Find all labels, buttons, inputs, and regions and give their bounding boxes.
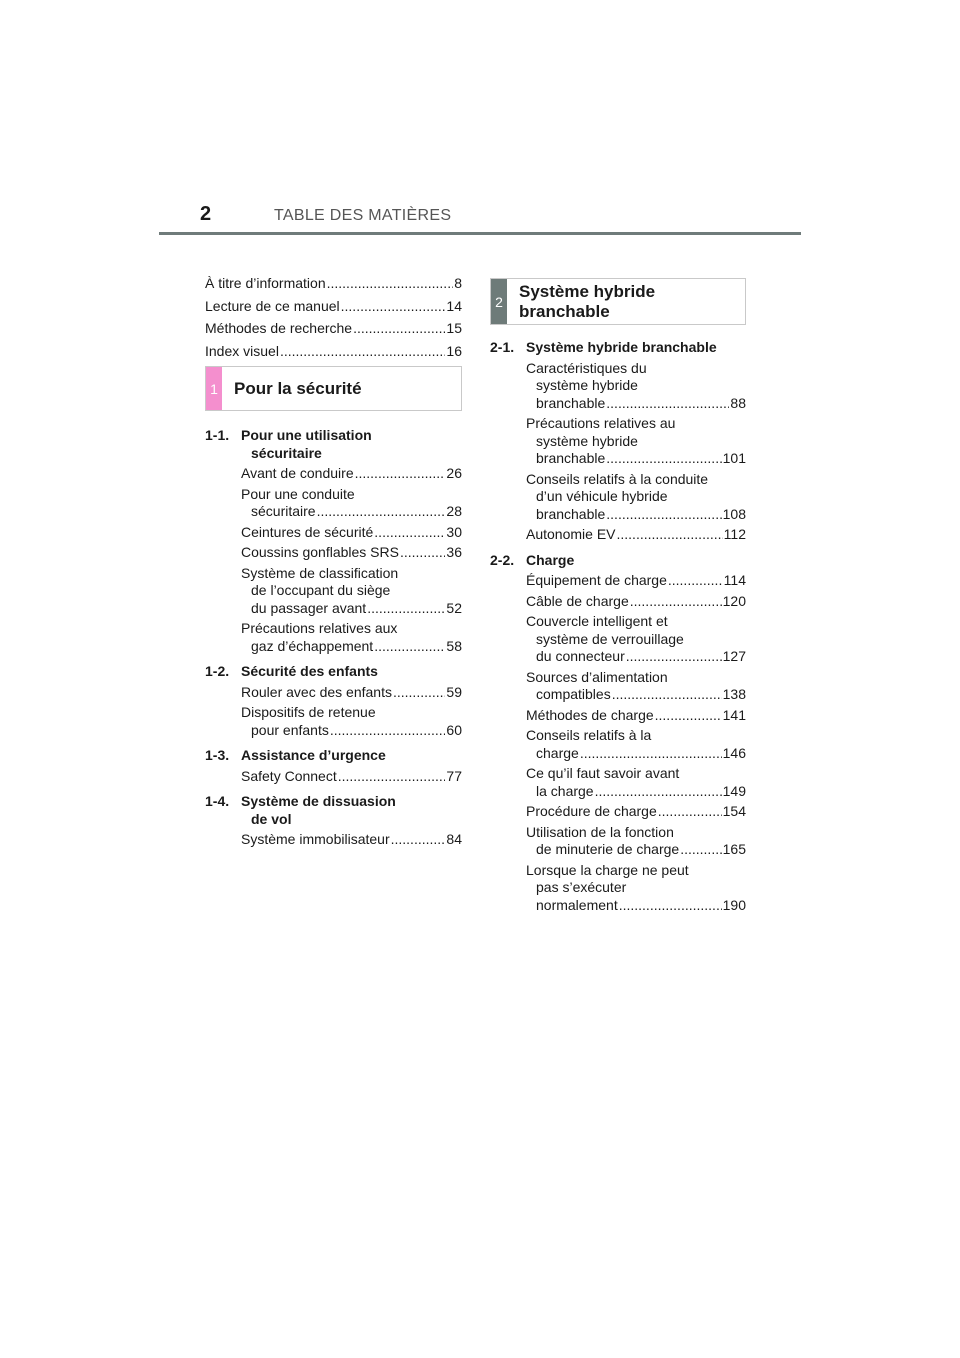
leader-dots	[619, 897, 722, 915]
section-number: 1-2.	[205, 663, 230, 679]
toc-entry[interactable]	[526, 613, 746, 666]
page-ref: 26	[446, 465, 462, 481]
leader-dots	[338, 768, 446, 786]
entry-label: Pour une conduite	[241, 485, 355, 502]
entry-label: charge	[536, 744, 579, 761]
toc-entry[interactable]	[241, 565, 462, 618]
entry-last-line	[241, 465, 462, 483]
toc-entry[interactable]	[526, 471, 746, 524]
entry-label: système hybride	[536, 432, 638, 449]
entry-label: Index visuel	[205, 342, 279, 359]
leader-dots	[626, 648, 722, 666]
toc-entry[interactable]	[526, 862, 746, 915]
leader-dots	[595, 783, 722, 801]
entry-label: Caractéristiques du	[526, 359, 647, 376]
chapter-tab: 1	[206, 367, 222, 410]
page-ref: 138	[722, 686, 746, 702]
leader-dots	[374, 638, 445, 656]
toc-entry[interactable]	[241, 524, 462, 542]
page-ref: 30	[446, 523, 462, 540]
page-ref: 52	[446, 599, 462, 616]
entry-last-line	[526, 707, 746, 725]
entry-label: Dispositifs de retenue	[241, 704, 376, 720]
leader-dots	[606, 450, 721, 468]
entry-label: branchable	[536, 394, 606, 411]
entry-label: sécuritaire	[251, 503, 316, 519]
toc-entry[interactable]	[205, 343, 462, 361]
page-ref: 84	[446, 831, 462, 847]
section-number: 1-3.	[205, 747, 230, 763]
page-ref: 28	[446, 503, 462, 519]
entry-label: pas s’exécuter	[536, 879, 627, 895]
toc-entry[interactable]	[241, 684, 462, 702]
section-title	[241, 747, 462, 765]
chapter-title-line: branchable	[519, 301, 610, 321]
page-header-title: TABLE DES MATIÈRES	[274, 207, 452, 224]
entry-last-line	[526, 897, 746, 915]
page-ref: 59	[446, 683, 462, 700]
entry-last-line	[241, 524, 462, 542]
entry-last-line	[241, 831, 462, 849]
entry-label: compatibles	[536, 686, 611, 702]
entry-last-line	[526, 450, 746, 468]
entry-label: Ce qu’il faut savoir avant	[526, 765, 680, 781]
page-ref: 77	[446, 767, 462, 784]
leader-dots	[400, 544, 445, 562]
section-title-line: Assistance d’urgence	[241, 747, 386, 763]
toc-entry[interactable]	[526, 593, 746, 611]
entry-last-line	[526, 745, 746, 763]
entry-label: de l’occupant du siège	[251, 582, 391, 598]
page-ref: 60	[446, 721, 462, 738]
section-title	[241, 663, 462, 681]
page-ref: 14	[446, 297, 462, 314]
page-ref: 149	[722, 782, 746, 799]
page-number: 2	[200, 203, 212, 225]
entry-last-line	[241, 722, 462, 740]
section-title-line: Système de dissuasion	[241, 793, 396, 809]
entry-label: gaz d’échappement	[251, 637, 374, 654]
entry-label: Méthodes de charge	[526, 706, 654, 723]
toc-entry[interactable]	[526, 526, 746, 544]
leader-dots	[317, 503, 446, 521]
section-heading[interactable]	[205, 663, 462, 681]
right-column	[490, 278, 746, 914]
section-heading[interactable]	[205, 793, 462, 828]
entry-last-line	[241, 600, 462, 618]
section-title	[241, 427, 462, 462]
chapter-title	[507, 279, 655, 324]
entry-label: système de verrouillage	[536, 630, 684, 647]
entry-label: d’un véhicule hybride	[536, 488, 668, 504]
page-ref: 36	[446, 544, 462, 560]
section-title-line: Pour une utilisation	[241, 427, 372, 443]
entry-label: Safety Connect	[241, 767, 337, 784]
section-title	[526, 552, 746, 570]
section-title-line: sécuritaire	[251, 444, 322, 461]
toc-entry[interactable]	[241, 704, 462, 739]
leader-dots	[630, 593, 722, 611]
page-ref: 190	[722, 896, 746, 913]
section-title-line: Charge	[526, 551, 575, 568]
entry-last-line	[526, 686, 746, 704]
entry-label: Coussins gonflables SRS	[241, 544, 399, 560]
section-number: 2-2.	[490, 551, 515, 568]
leader-dots	[367, 600, 445, 618]
leader-dots	[668, 572, 723, 590]
page-ref: 108	[722, 505, 746, 522]
entry-label: Autonomie EV	[526, 526, 616, 542]
toc-entry[interactable]	[526, 669, 746, 704]
section-heading[interactable]	[490, 339, 746, 357]
section-heading[interactable]	[490, 552, 746, 570]
entry-label: du passager avant	[251, 599, 367, 616]
chapter-2	[490, 278, 746, 914]
section-title	[241, 793, 462, 828]
entry-label: Câble de charge	[526, 592, 629, 609]
entry-last-line	[241, 638, 462, 656]
leader-dots	[393, 684, 445, 702]
leader-dots	[330, 722, 446, 740]
entry-label: branchable	[536, 505, 606, 522]
entry-label: Précautions relatives au	[526, 415, 676, 431]
section-title-line: Système hybride branchable	[526, 339, 717, 355]
section-number: 1-1.	[205, 427, 230, 443]
entry-label: Utilisation de la fonction	[526, 823, 674, 840]
chapter-1-header	[205, 366, 462, 411]
page-ref: 15	[446, 320, 462, 336]
toc-entry[interactable]	[205, 298, 462, 316]
entry-label: Équipement de charge	[526, 572, 667, 588]
leader-dots	[606, 506, 721, 524]
toc-entry[interactable]	[526, 803, 746, 821]
entry-label: Sources d’alimentation	[526, 668, 668, 685]
leader-dots	[680, 841, 721, 859]
leader-dots	[580, 745, 722, 763]
entry-label: Procédure de charge	[526, 803, 657, 819]
entry-label: de minuterie de charge	[536, 841, 680, 857]
page-ref: 146	[722, 744, 746, 761]
entry-label: du connecteur	[536, 648, 625, 664]
section-heading[interactable]	[205, 747, 462, 765]
toc-entry[interactable]	[526, 727, 746, 762]
entry-last-line	[526, 506, 746, 524]
chapter-1	[205, 366, 462, 849]
toc-entry[interactable]	[526, 572, 746, 590]
leader-dots	[658, 803, 722, 821]
front-matter-list	[205, 275, 462, 360]
page-ref: 88	[730, 394, 746, 411]
leader-dots	[353, 320, 445, 338]
entry-last-line	[526, 395, 746, 413]
entry-label: Système de classification	[241, 564, 399, 581]
page-ref: 58	[446, 637, 462, 654]
entry-label: Avant de conduire	[241, 465, 354, 481]
entry-label: À titre d’information	[205, 275, 326, 291]
chapter-tab: 2	[491, 279, 507, 324]
page-ref: 120	[722, 592, 746, 609]
entry-last-line	[526, 593, 746, 611]
entry-label: la charge	[536, 782, 594, 799]
entry-label: Conseils relatifs à la	[526, 727, 652, 743]
toc-entry[interactable]	[241, 486, 462, 521]
toc-entry[interactable]	[526, 415, 746, 468]
page-ref: 16	[446, 342, 462, 359]
section-title-line: de vol	[251, 810, 292, 827]
toc-entry[interactable]	[241, 620, 462, 655]
leader-dots	[655, 707, 722, 725]
section-title	[526, 339, 746, 357]
leader-dots	[391, 831, 446, 849]
entry-last-line	[526, 783, 746, 801]
page-ref: 141	[722, 706, 746, 723]
left-column	[205, 275, 462, 849]
toc-entry[interactable]	[205, 275, 462, 293]
entry-label: Conseils relatifs à la conduite	[526, 470, 709, 487]
entry-label: pour enfants	[251, 721, 329, 738]
entry-last-line	[241, 503, 462, 521]
entry-label: Rouler avec des enfants	[241, 683, 392, 700]
entry-last-line	[526, 526, 746, 544]
entry-label: Lorsque la charge ne peut	[526, 861, 689, 878]
section-title-line: Sécurité des enfants	[241, 663, 378, 679]
entry-last-line	[526, 572, 746, 590]
page-ref: 101	[722, 450, 746, 466]
page-ref: 114	[723, 572, 746, 588]
leader-dots	[355, 465, 446, 483]
entry-last-line	[526, 841, 746, 859]
entry-last-line	[526, 648, 746, 666]
toc-entry[interactable]	[241, 544, 462, 562]
toc-entry[interactable]	[205, 320, 462, 338]
toc-entry[interactable]	[241, 768, 462, 786]
entry-last-line	[526, 803, 746, 821]
section-heading[interactable]	[205, 427, 462, 462]
leader-dots	[617, 526, 723, 544]
page-ref: 112	[723, 526, 746, 542]
page-ref: 8	[454, 275, 462, 291]
leader-dots	[327, 275, 454, 293]
entry-label: système hybride	[536, 377, 638, 393]
leader-dots	[280, 343, 445, 361]
page-ref: 165	[722, 841, 746, 857]
section-number: 1-4.	[205, 793, 230, 809]
entry-label: Système immobilisateur	[241, 831, 390, 847]
entry-label: Ceintures de sécurité	[241, 523, 374, 540]
leader-dots	[374, 524, 445, 542]
chapter-2-header	[490, 278, 746, 325]
header-divider	[159, 232, 801, 235]
toc-entry[interactable]	[241, 465, 462, 483]
section-number: 2-1.	[490, 339, 515, 355]
entry-label: branchable	[536, 450, 606, 466]
entry-label: Lecture de ce manuel	[205, 297, 340, 314]
entry-last-line	[241, 768, 462, 786]
toc-entry[interactable]	[526, 765, 746, 800]
chapter-title: Pour la sécurité	[234, 378, 362, 398]
entry-label: normalement	[536, 896, 618, 913]
entry-last-line	[241, 544, 462, 562]
entry-label: Précautions relatives aux	[241, 620, 398, 636]
page-ref: 127	[722, 648, 746, 664]
page-ref: 154	[722, 803, 746, 819]
leader-dots	[612, 686, 722, 704]
toc-entry[interactable]	[526, 360, 746, 413]
toc-entry[interactable]	[241, 831, 462, 849]
entry-label: Méthodes de recherche	[205, 320, 353, 336]
leader-dots	[341, 298, 446, 316]
leader-dots	[606, 395, 729, 413]
toc-entry[interactable]	[526, 707, 746, 725]
toc-entry[interactable]	[526, 824, 746, 859]
entry-last-line	[241, 684, 462, 702]
entry-label: Couvercle intelligent et	[526, 613, 668, 629]
chapter-title-line: Système hybride	[519, 281, 656, 301]
